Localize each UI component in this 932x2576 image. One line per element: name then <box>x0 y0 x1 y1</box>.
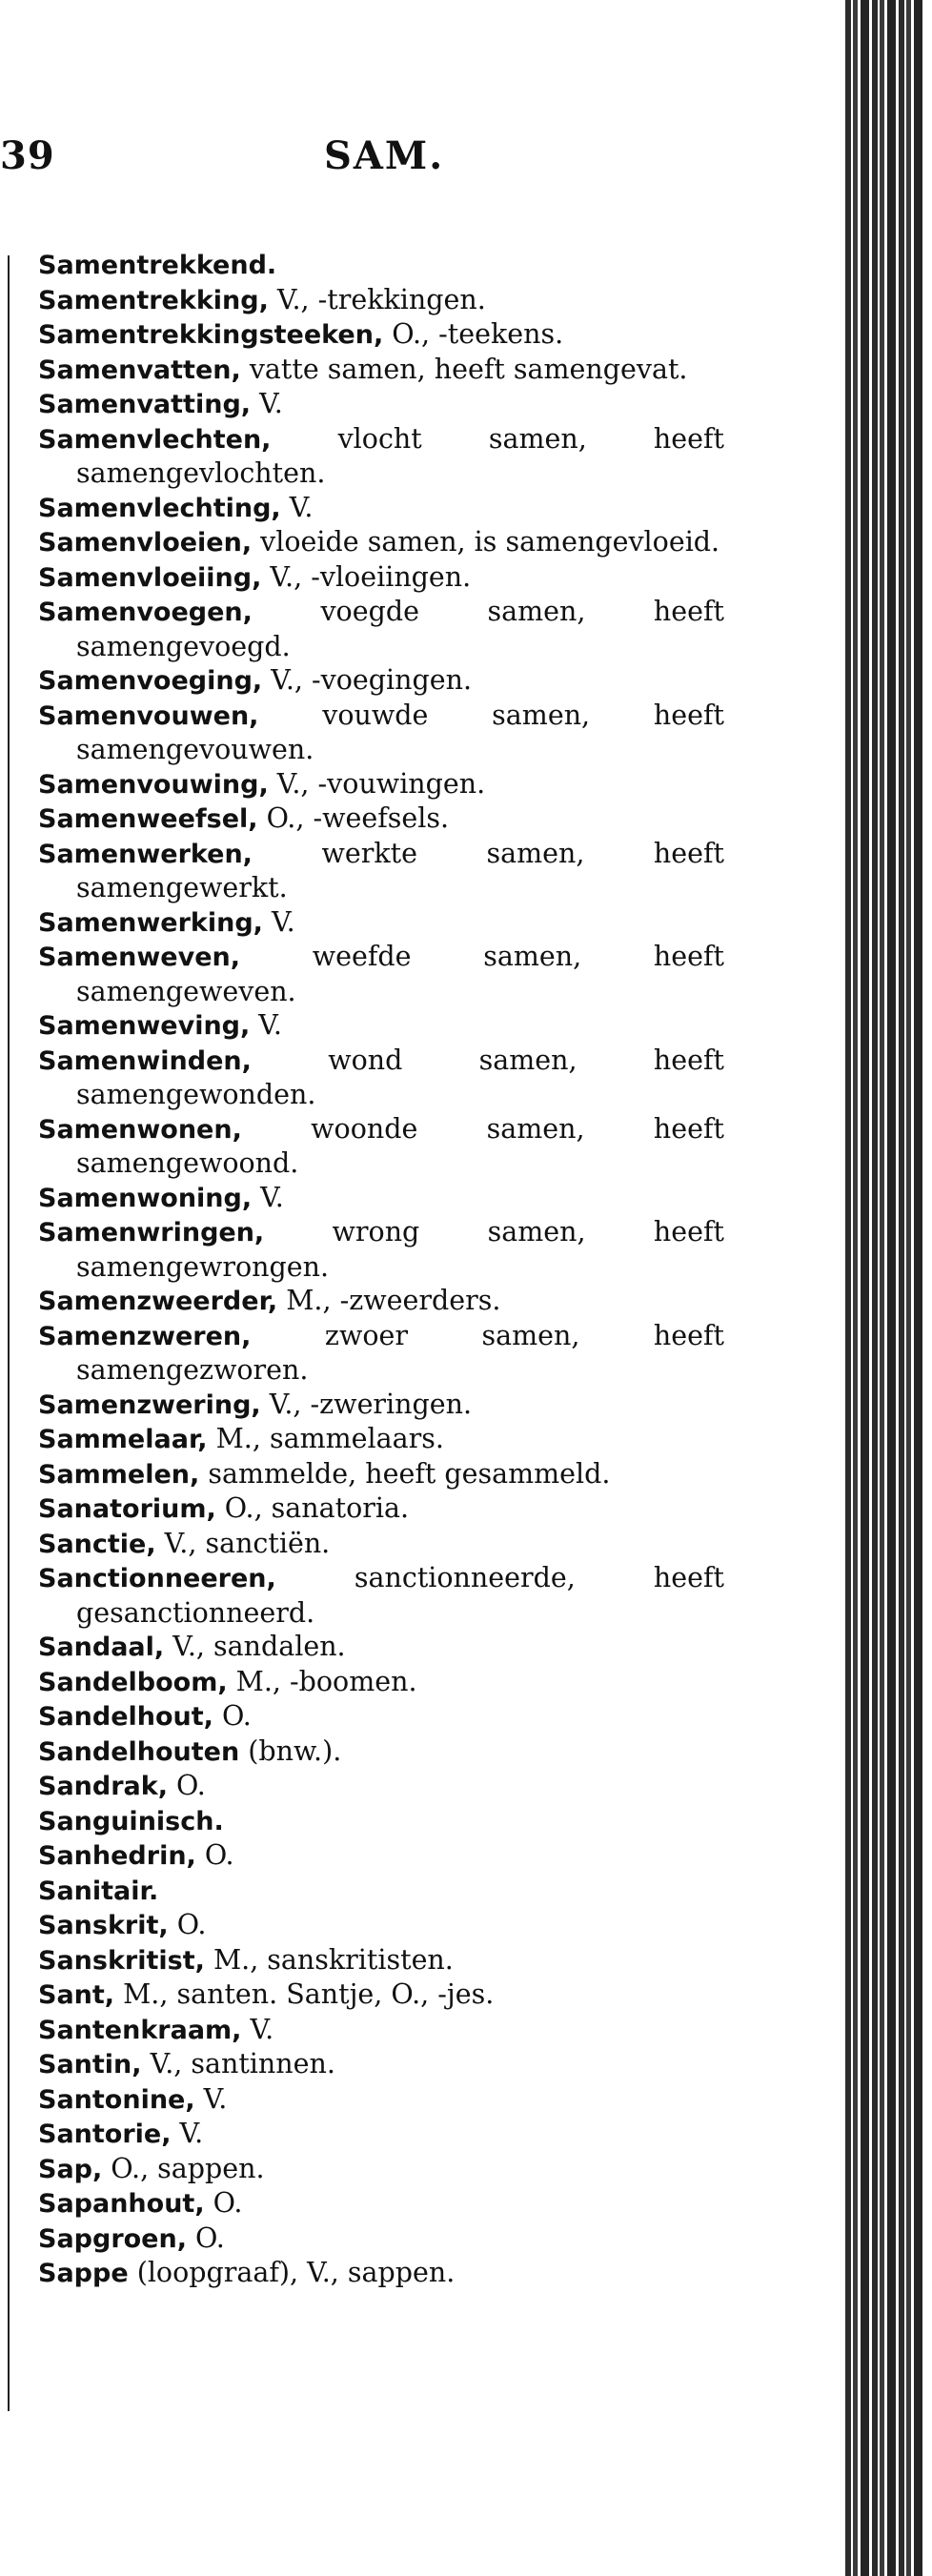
entry-definition: O. <box>204 2187 243 2219</box>
entry-headword: Sandrak, <box>38 1772 168 1801</box>
entry-headword: Sandelboom, <box>38 1667 228 1697</box>
dictionary-entry <box>38 2013 724 2048</box>
dictionary-entry <box>38 801 724 837</box>
entry-headword: Sanctionneeren, <box>38 1564 276 1593</box>
dictionary-entry <box>38 1699 724 1734</box>
dictionary-entry <box>38 1630 724 1665</box>
entry-headword: Sanatorium, <box>38 1494 216 1524</box>
dictionary-entry <box>38 1874 724 1909</box>
dictionary-entry <box>38 1665 724 1700</box>
entry-definition: sammelde, heeft gesammeld. <box>199 1457 611 1490</box>
dictionary-entry <box>38 1319 724 1388</box>
entry-headword: Sanctie, <box>38 1529 156 1559</box>
entry-definition: vouwde samen, heeft samengevouwen. <box>76 699 724 765</box>
entry-definition: vatte samen, heeft samengevat. <box>240 353 688 385</box>
entry-definition: V., sandalen. <box>164 1631 346 1662</box>
entry-headword: Santorie, <box>38 2120 172 2149</box>
dictionary-entry <box>38 2256 724 2291</box>
dictionary-entry <box>38 837 724 905</box>
entry-headword: Samenvoeging, <box>38 666 263 696</box>
entry-definition: wrong samen, heeft samengewrongen. <box>76 1216 724 1283</box>
dictionary-entry <box>38 2152 724 2187</box>
dictionary-entry <box>38 699 724 767</box>
entry-headword: Sanhedrin, <box>38 1841 196 1871</box>
entry-definition: O. <box>167 1770 206 1801</box>
entry-definition: (bnw.). <box>239 1734 342 1767</box>
entry-headword: Samenvlechting, <box>38 493 281 523</box>
entry-definition: M., -zweerders. <box>277 1285 501 1316</box>
entry-definition: O., -teekens. <box>383 318 564 350</box>
entry-definition: O. <box>195 1839 234 1871</box>
entry-headword: Sandelhouten <box>38 1736 240 1767</box>
entry-definition: voegde samen, heeft samengevoegd. <box>76 596 724 662</box>
dictionary-entry <box>38 767 724 802</box>
entry-headword: Samenvloeiing, <box>38 562 262 593</box>
entry-headword: Sanitair. <box>38 1876 159 1906</box>
entry-definition: O., sanatoria. <box>215 1492 410 1524</box>
dictionary-entry <box>38 283 724 318</box>
entry-headword: Samenvoegen, <box>38 598 253 627</box>
entry-definition: V. <box>194 2082 228 2115</box>
entry-headword: Samenwerken, <box>38 839 253 869</box>
entry-definition: V. <box>171 2118 204 2149</box>
entry-headword: Sap, <box>38 2154 103 2184</box>
entry-definition: V., santinnen. <box>141 2048 335 2079</box>
entry-definition: O., sappen. <box>102 2152 265 2184</box>
dictionary-entry <box>38 560 724 596</box>
entry-headword: Santonine, <box>38 2084 195 2115</box>
dictionary-entry <box>38 1181 724 1216</box>
dictionary-entry <box>38 525 724 560</box>
dictionary-entry <box>38 663 724 699</box>
entry-definition: (loopgraaf), V., sappen. <box>128 2257 456 2288</box>
entry-headword: Sappe <box>38 2259 129 2288</box>
entry-headword: Samenvatting, <box>38 390 252 419</box>
entry-headword: Samenzweren, <box>38 1321 252 1351</box>
entry-definition: weefde samen, heeft samengeweven. <box>76 941 724 1007</box>
entry-headword: Sant, <box>38 1980 115 2010</box>
dictionary-entry <box>38 595 724 663</box>
entry-definition: V. <box>251 388 283 419</box>
dictionary-entry <box>38 2186 724 2221</box>
entry-definition: werkte samen, heeft samengewerkt. <box>76 837 724 903</box>
dictionary-entry <box>38 1044 724 1112</box>
entry-headword: Samentrekkingsteeken, <box>38 320 384 350</box>
entry-headword: Samenweving, <box>38 1011 251 1041</box>
dictionary-entry <box>38 1008 724 1044</box>
entry-definition: O. <box>186 2221 225 2254</box>
entry-definition: V., -vouwingen. <box>268 767 486 800</box>
entry-headword: Sammelen, <box>38 1459 200 1490</box>
entry-definition: woonde samen, heeft samengewoond. <box>76 1112 724 1179</box>
dictionary-entry <box>38 2047 724 2082</box>
dictionary-entry <box>38 1561 724 1630</box>
dictionary-entry <box>38 2082 724 2118</box>
entry-headword: Sanskritist, <box>38 1945 205 1976</box>
entry-definition: V., -vloeiingen. <box>261 560 472 593</box>
entry-headword: Sapanhout, <box>38 2189 205 2219</box>
dictionary-entry <box>38 1804 724 1839</box>
entry-headword: Samenwonen, <box>38 1114 242 1145</box>
entry-headword: Samentrekking, <box>38 285 269 315</box>
dictionary-entry <box>38 1527 724 1562</box>
entry-definition: O. <box>213 1700 252 1732</box>
entry-definition: V., -zweringen. <box>260 1388 473 1420</box>
entry-headword: Santin, <box>38 2050 142 2079</box>
entry-headword: Samenwoning, <box>38 1183 253 1213</box>
entry-definition: V., -voegingen. <box>262 664 473 696</box>
entry-definition: vlocht samen, heeft samengevlochten. <box>76 422 724 489</box>
dictionary-entry <box>38 940 724 1008</box>
dictionary-entry <box>38 1457 724 1492</box>
entry-headword: Samenwringen, <box>38 1218 265 1247</box>
dictionary-entry <box>38 1943 724 1978</box>
entry-definition: V. <box>280 491 314 523</box>
entry-definition: O., -weefsels. <box>257 802 450 834</box>
dictionary-entry <box>38 353 724 388</box>
entry-headword: Samenvouwen, <box>38 700 259 731</box>
entry-headword: Samenweefsel, <box>38 804 258 834</box>
dictionary-entry <box>38 422 724 491</box>
entry-definition: V., sanctiën. <box>155 1527 331 1559</box>
entry-headword: Sanskrit, <box>38 1911 169 1940</box>
dictionary-entry <box>38 2117 724 2152</box>
dictionary-entry <box>38 2221 724 2257</box>
dictionary-entry <box>38 1491 724 1527</box>
entry-headword: Sandaal, <box>38 1633 165 1662</box>
dictionary-entry <box>38 905 724 941</box>
entry-headword: Sapgroen, <box>38 2223 187 2254</box>
dictionary-entry <box>38 1908 724 1943</box>
entry-headword: Sandelhout, <box>38 1702 213 1732</box>
page-number: 39 <box>0 133 55 178</box>
entry-headword: Samenweven, <box>38 943 240 972</box>
margin-rule <box>8 255 10 2411</box>
entry-definition: O. <box>168 1909 207 1940</box>
entry-headword: Samenzweerder, <box>38 1287 278 1316</box>
dictionary-entry <box>38 1838 724 1874</box>
entry-definition: M., sammelaars. <box>207 1423 444 1454</box>
entry-definition: M., -boomen. <box>227 1665 417 1697</box>
entry-headword: Samenvloeien, <box>38 528 253 558</box>
dictionary-entry <box>38 248 724 283</box>
dictionary-entry <box>38 1215 724 1284</box>
dictionary-entry <box>38 1978 724 2013</box>
dictionary-entry <box>38 1422 724 1457</box>
entry-definition: V. <box>241 2013 274 2045</box>
entry-definition: V., -trekkingen. <box>268 283 486 315</box>
entry-headword: Sammelaar, <box>38 1425 208 1454</box>
dictionary-entry <box>38 1284 724 1319</box>
entry-headword: Samenvouwing, <box>38 769 269 800</box>
entry-definition: vloeide samen, is samengevloeid. <box>252 526 720 558</box>
entry-headword: Samentrekkend. <box>38 251 277 280</box>
entry-headword: Samenvlechten, <box>38 424 272 455</box>
entry-definition: M., sanskritisten. <box>204 1943 454 1976</box>
entry-headword: Samenwinden, <box>38 1045 252 1076</box>
dictionary-entry <box>38 1734 724 1770</box>
dictionary-entry <box>38 491 724 526</box>
running-head: SAM. <box>324 133 445 178</box>
dictionary-entry-list <box>38 248 724 2291</box>
entry-definition: zwoer samen, heeft samengezworen. <box>76 1319 724 1386</box>
entry-headword: Sanguinisch. <box>38 1806 224 1836</box>
entry-headword: Samenwerking, <box>38 907 263 938</box>
entry-headword: Samenzwering, <box>38 1389 261 1420</box>
dictionary-entry <box>38 1388 724 1423</box>
book-binding-edge <box>842 0 924 2576</box>
entry-definition: M., santen. Santje, O., -jes. <box>114 1978 495 2010</box>
entry-definition: V. <box>252 1181 284 1213</box>
entry-definition: V. <box>250 1009 282 1041</box>
entry-headword: Santenkraam, <box>38 2015 242 2045</box>
entry-headword: Samenvatten, <box>38 355 241 385</box>
dictionary-entry <box>38 387 724 422</box>
entry-definition: V. <box>262 905 295 938</box>
dictionary-entry <box>38 317 724 353</box>
entry-definition: sanctionneerde, heeft gesanctionneerd. <box>76 1562 724 1629</box>
dictionary-entry <box>38 1769 724 1804</box>
entry-definition: wond samen, heeft samengewonden. <box>76 1044 724 1110</box>
dictionary-entry <box>38 1112 724 1181</box>
